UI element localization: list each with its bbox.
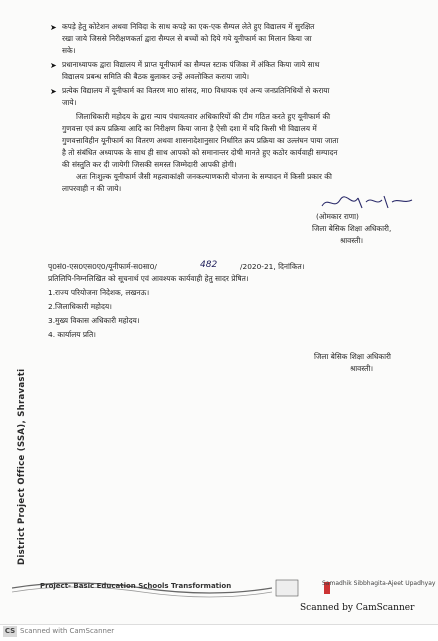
bullet-icon: ➤ [50,61,57,70]
signatory2-place: श्रावस्ती। [350,364,374,373]
para4-line7: लापरवाही न की जाये। [62,184,122,193]
handwritten-dispatch-number: 482 [200,260,218,270]
bullet-icon: ➤ [50,23,57,32]
camscanner-bottom-text: Scanned with CamScanner [20,627,115,635]
copy-to-line: प्रतिलिपि-निम्नलिखित को सूचनार्थ एवं आवश्यक कार्यवाही हेतु सादर प्रेषित। [48,274,249,283]
para1-line3: सके। [62,46,76,55]
para1-line2: रखा जाये जिससे निरीक्षणकर्ता द्वारा सैम्पल से बच्चों को दिये गये यूनीफार्म का मिलान किया जा [62,34,312,43]
camscanner-logo-icon: CS [4,627,16,635]
recipient-item: 4. कार्यालय प्रति। [48,330,96,339]
reference-year: /2020-21, दिनांकित। [240,262,305,271]
para4-line3: गुणवत्ताविहीन यूनीफार्म का वितरण अथवा शासनादेशानुसार निर्धारित क्रय प्रक्रिया का उल्लंघन पाया जाता [62,136,339,145]
para3-line1: प्रत्येक विद्यालय में यूनीफार्म का वितरण मा0 सांसद, मा0 विधायक एवं अन्य जनप्रतिनिधियों से कराया [62,86,330,95]
side-office-label: District Project Office (SSA), Shravasti [17,368,27,565]
camscanner-note: Scanned by CamScanner [300,603,415,613]
para2-line1: प्रधानाध्यापक द्वारा विद्यालय में प्राप्त यूनीफार्म का सैम्पल स्टाक पंजिका में अंकित किया जाये साथ [62,60,320,69]
para4-line2: गुणवत्ता एवं क्रय प्रक्रिया आदि का निरीक्षण किया जाना है ऐसी दशा में यदि किसी भी विद्यालय में [62,124,317,133]
para3-line2: जाये। [62,98,77,107]
para4-line1: जिलाधिकारी महोदय के द्वारा न्याय पंचायतवार अधिकारियों की टीम गठित करते हुए यूनीफार्म की [76,112,331,121]
para1-line1: कपड़े हेतु कोटेशन अथवा निविदा के साथ कपड़े का एक-एक सैम्पल लेते हुए विद्यालय में सुरक्षित [62,22,315,31]
para2-line2: विद्यालय प्रबन्ध समिति की बैठक बुलाकर उन्हें अवलोकित कराया जाये। [62,72,250,81]
para4-line5: की संस्तुति कर दी जायेगी जिसकी समस्त जिम्मेदारी आपकी होगी। [62,160,237,169]
recipient-item: 1.राज्य परियोजना निदेशक, लखनऊ। [48,288,150,297]
footer-small-text: Samadhik Sibbhagita-Ajeet Upadhyay [322,580,436,587]
reference-number-prefix: पृ0सं0-एस0एस0ए0/यूनीफार्म-स0सा0/ [48,262,157,271]
para4-line4: है तो संबंधित अध्यापक के साथ ही साथ आपको को समानान्तर दोषी मानते हुए कठोर कार्यवाही सम्पादन [62,148,338,157]
handwritten-signature [318,192,418,212]
signatory-name: (ओमकार राणा) [316,212,359,221]
signatory-designation: जिला बेसिक शिक्षा अधिकारी, [312,224,392,233]
bullet-icon: ➤ [50,87,57,96]
footer-project-text: Project- Basic Education Schools Transformation [40,582,232,590]
signatory-place: श्रावस्ती। [340,236,364,245]
recipient-item: 2.जिलाधिकारी महोदय। [48,302,112,311]
recipient-item: 3.मुख्य विकास अधिकारी महोदय। [48,316,140,325]
para4-line6: अतः निःशुल्क यूनीफार्म जैसी महत्वाकांक्षी जनकल्याणकारी योजना के सम्पादन में किसी प्रकार की [76,172,332,181]
signatory2-designation: जिला बेसिक शिक्षा अधिकारी [314,352,391,361]
